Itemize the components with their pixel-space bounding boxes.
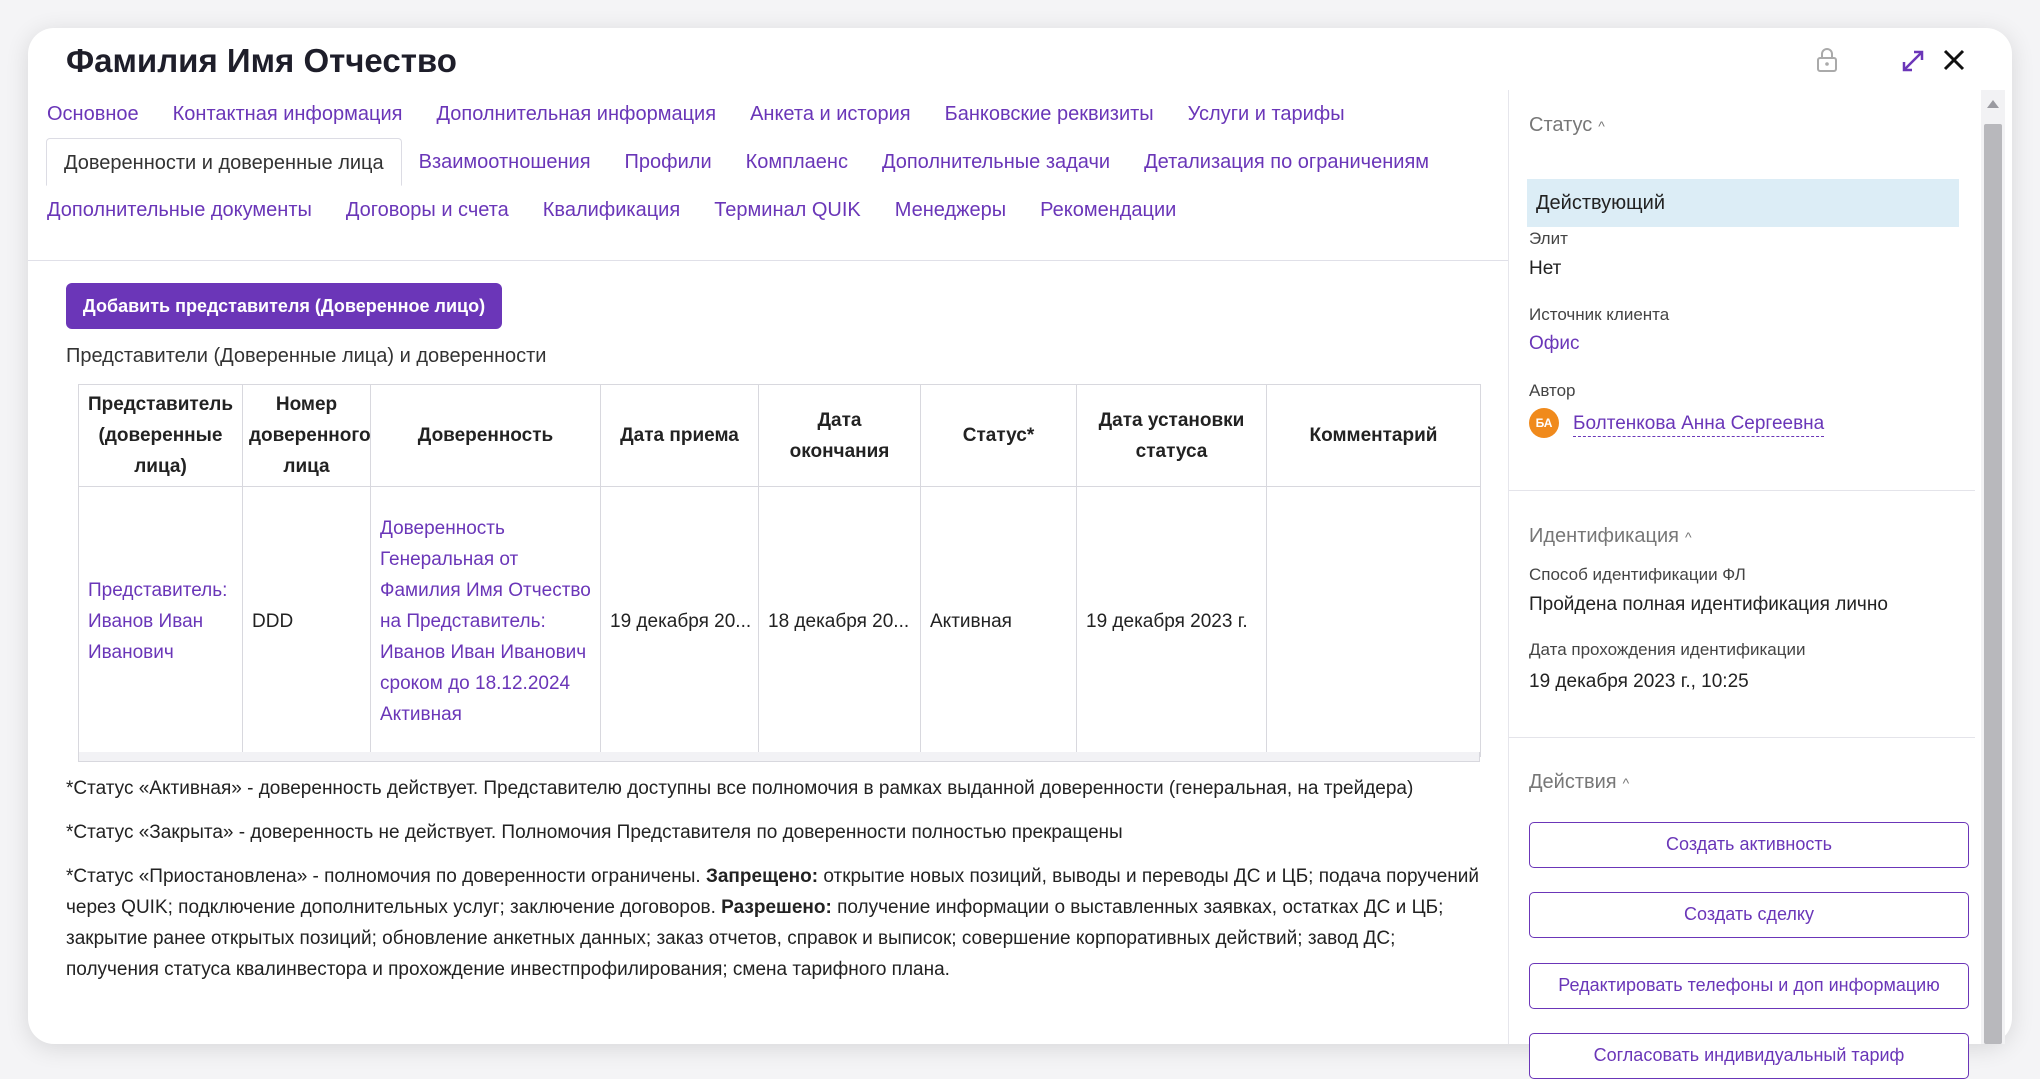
comment-cell (1267, 487, 1481, 757)
actions-section-title: Действия (1529, 771, 1617, 793)
note-active: *Статус «Активная» - доверенность действует. Представителю доступны все полномочия в рамках выданной доверенности (генеральная, на трейдера) (66, 778, 1414, 799)
edit-phones-button[interactable]: Редактировать телефоны и доп информацию (1529, 963, 1969, 1009)
elite-value: Нет (1529, 258, 1562, 279)
tab-contracts-accounts[interactable]: Договоры и счета (345, 199, 509, 221)
chevron-up-icon: ^ (1598, 118, 1605, 134)
col-header-status[interactable]: Статус* (921, 385, 1077, 487)
source-label: Источник клиента (1529, 305, 1670, 324)
status-section-title: Статус (1529, 114, 1593, 136)
tab-bank-details[interactable]: Банковские реквизиты (944, 103, 1154, 125)
identification-section-title: Идентификация (1529, 525, 1679, 547)
source-value[interactable]: Офис (1529, 333, 1580, 354)
create-deal-button[interactable]: Создать сделку (1529, 892, 1969, 938)
col-header-number[interactable]: Номер доверенного лица (243, 385, 371, 487)
status-value[interactable]: Действующий (1527, 179, 1959, 227)
client-card-window (28, 28, 2012, 1065)
chevron-up-icon: ^ (1622, 775, 1630, 791)
tab-profiles[interactable]: Профили (624, 151, 712, 173)
col-header-status-date[interactable]: Дата установки статуса (1077, 385, 1267, 487)
representative-cell (79, 487, 243, 757)
col-header-accept-date[interactable]: Дата приема (601, 385, 759, 487)
tab-recommendations[interactable]: Рекомендации (1040, 199, 1177, 221)
col-header-poa[interactable]: Доверенность (371, 385, 601, 487)
poa-cell (371, 487, 601, 757)
note-forbidden-text: открытие новых позиций, выводы и переводы ДС и ЦБ; подача поручений через QUIK; подключение дополнительных услуг; заключение договоров. (66, 866, 1480, 918)
tab-osnovnoe[interactable]: Основное (47, 103, 139, 125)
id-date-label: Дата прохождения идентификации (1529, 640, 1806, 659)
status-date-cell: 19 декабря 2023 г. (1077, 487, 1267, 757)
tab-row-3 (30, 186, 1193, 234)
end-date-cell: 18 декабря 20... (759, 487, 921, 757)
status-notes (66, 773, 1486, 998)
status-section-header[interactable] (1529, 114, 1605, 137)
note-suspended (66, 861, 1486, 985)
tab-quik-terminal[interactable]: Терминал QUIK (714, 199, 861, 221)
chevron-up-icon: ^ (1684, 529, 1692, 545)
sidebar (1508, 90, 1974, 1065)
table-header-row (79, 385, 1481, 487)
note-closed: *Статус «Закрыта» - доверенность не действует. Полномочия Представителя по доверенности полностью прекращены (66, 822, 1123, 843)
tab-row-1 (28, 90, 1362, 138)
tab-restrictions-detail[interactable]: Детализация по ограничениям (1144, 151, 1430, 173)
tab-power-of-attorney[interactable]: Доверенности и доверенные лица (46, 138, 402, 186)
tab-additional-tasks[interactable]: Дополнительные задачи (881, 151, 1111, 173)
tab-compliance[interactable]: Комплаенс (745, 151, 848, 173)
number-cell: DDD (243, 487, 371, 757)
tab-managers[interactable]: Менеджеры (894, 199, 1007, 221)
tab-relationships[interactable]: Взаимоотношения (418, 151, 591, 173)
table-row (79, 487, 1481, 757)
main-content (28, 90, 1508, 1044)
tabs-divider (28, 260, 1508, 261)
sidebar-scrollbar[interactable] (1981, 90, 2005, 1044)
note-allowed-text: получение информации о выставленных заявках, остатках ДС и ЦБ; закрытие ранее открытых позиций; обновление анкетных данных; заказ отчетов, справок и выписок; совершение корпоративных действий; завод ДС; получения статуса квалинвестора и прохождение инвестпрофилирования; смена тарифного плана. (66, 897, 1444, 980)
accept-date-cell: 19 декабря 20... (601, 487, 759, 757)
tab-contact-info[interactable]: Контактная информация (172, 103, 403, 125)
approve-tariff-button[interactable]: Согласовать индивидуальный тариф (1529, 1033, 1969, 1079)
poa-link[interactable]: Доверенность Генеральная от Фамилия Имя Отчество на Представитель: Иванов Иван Иванович сроком до 18.12.2024 Активная (380, 518, 591, 725)
note-suspended-intro: *Статус «Приостановлена» - полномочия по доверенности ограничены. (66, 866, 706, 887)
page-title: Фамилия Имя Отчество (66, 42, 457, 79)
add-representative-button[interactable]: Добавить представителя (Доверенное лицо) (66, 283, 502, 329)
tab-row-2 (46, 138, 1446, 186)
status-cell: Активная (921, 487, 1077, 757)
create-activity-button[interactable]: Создать активность (1529, 822, 1969, 868)
col-header-end-date[interactable]: Дата окончания (759, 385, 921, 487)
table-horizontal-scrollbar[interactable] (78, 752, 1480, 762)
representative-link[interactable]: Представитель: Иванов Иван Иванович (88, 580, 228, 663)
close-icon[interactable] (1940, 46, 1968, 79)
section-caption: Представители (Доверенные лица) и доверенности (66, 345, 547, 367)
id-date-value: 19 декабря 2023 г., 10:25 (1529, 671, 1749, 692)
scroll-thumb[interactable] (1984, 124, 2002, 1044)
tab-services-tariffs[interactable]: Услуги и тарифы (1187, 103, 1345, 125)
col-header-comment[interactable]: Комментарий (1267, 385, 1481, 487)
tab-additional-info[interactable]: Дополнительная информация (436, 103, 717, 125)
avatar: БА (1529, 408, 1559, 438)
actions-section-header[interactable] (1529, 771, 1629, 794)
note-allowed-label: Разрешено: (721, 897, 832, 918)
elite-label: Элит (1529, 229, 1568, 248)
tab-qualification[interactable]: Квалификация (542, 199, 681, 221)
identification-section-header[interactable] (1529, 525, 1692, 548)
author-label: Автор (1529, 381, 1576, 400)
id-method-value: Пройдена полная идентификация лично (1529, 594, 1888, 615)
col-header-representative[interactable]: Представитель (доверенные лица) (79, 385, 243, 487)
representatives-table (78, 384, 1481, 757)
lock-icon[interactable] (1814, 46, 1840, 79)
scroll-up-icon[interactable] (1987, 100, 1999, 108)
sidebar-divider (1509, 737, 1975, 738)
author-link[interactable]: Болтенкова Анна Сергеевна (1573, 412, 1824, 437)
tab-additional-documents[interactable]: Дополнительные документы (47, 199, 312, 221)
id-method-label: Способ идентификации ФЛ (1529, 565, 1746, 584)
note-forbidden-label: Запрещено: (705, 866, 819, 887)
expand-icon[interactable] (1900, 46, 1926, 79)
sidebar-divider (1509, 490, 1975, 491)
tab-questionnaire[interactable]: Анкета и история (750, 103, 911, 125)
